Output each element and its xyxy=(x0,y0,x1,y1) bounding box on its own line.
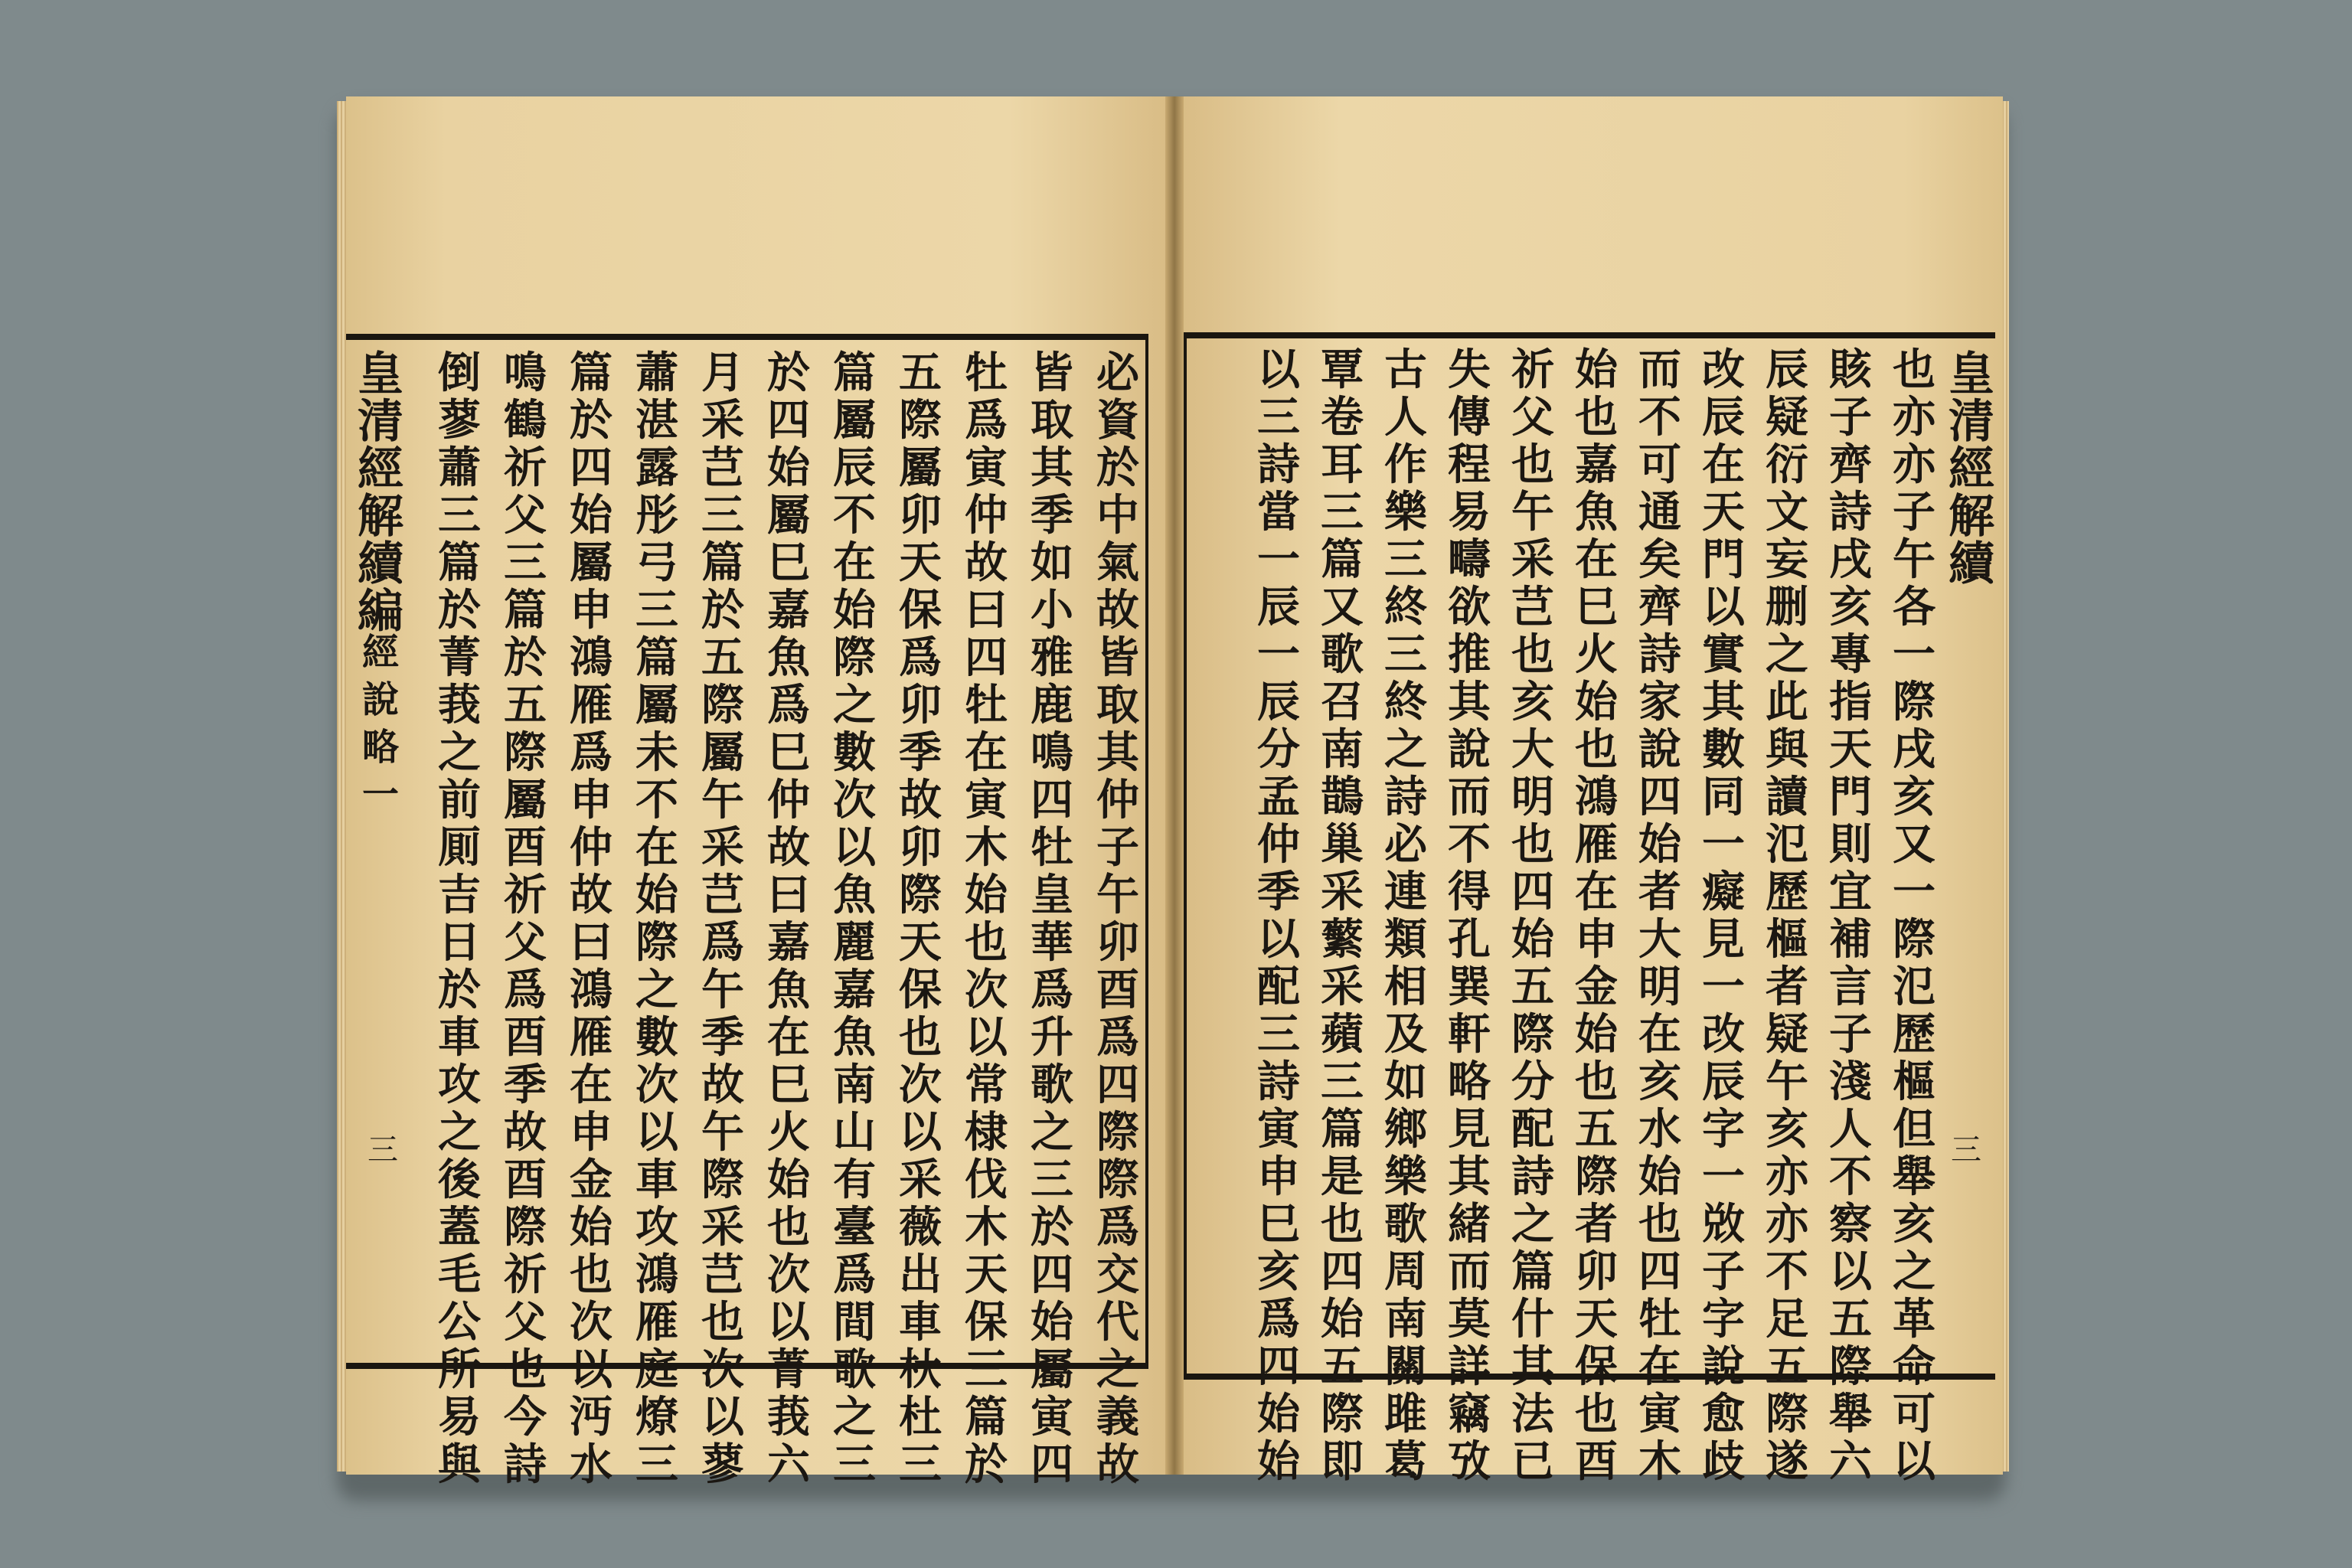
left-page-section xyxy=(358,628,403,818)
left-title-char: 皇 xyxy=(358,348,403,401)
left-page-folio: 三 xyxy=(368,1132,398,1168)
left-text-column: 倒 蓼 蕭 三 篇 於 菁 莪 之 前 厠 吉 日 於 車 攻 之 後 蓋 毛 公 所 易 與 xyxy=(438,348,481,1490)
left-text-column: 必 資 於 中 氣 故 皆 取 其 仲 子 午 卯 酉 爲 四 際 際 爲 交 代 之 義 故 xyxy=(1096,348,1139,1490)
right-page-title xyxy=(1945,348,1998,591)
right-text-column: 改 辰 在 天 門 以 實 其 數 同 一 癡 見 一 改 辰 字 一 敚 子 字 說 愈 歧 xyxy=(1702,345,1745,1487)
left-inner-rule xyxy=(1145,334,1148,1369)
right-top-rule xyxy=(1184,332,1995,338)
right-title-char: 經 xyxy=(1949,443,1994,496)
left-text-column: 皆 取 其 季 如 小 雅 鹿 鳴 四 牡 皇 華 爲 升 歌 之 三 於 四 始 屬 寅 四 xyxy=(1031,348,1073,1490)
left-page-title xyxy=(354,348,407,639)
right-text-column: 也 亦 亦 子 午 各 一 際 戌 亥 又 一 際 氾 歷 樞 但 舉 亥 之 革 命 可 以 xyxy=(1893,345,1936,1487)
right-text-column: 古 人 作 樂 三 終 三 終 之 詩 必 連 類 相 及 如 鄉 樂 歌 周 南 關 雎 葛 xyxy=(1384,345,1427,1487)
right-title-char: 清 xyxy=(1949,395,1994,449)
right-text-column: 祈 父 也 午 采 芑 也 亥 大 明 也 四 始 五 際 分 配 詩 之 篇 什 其 法 已 xyxy=(1511,345,1554,1487)
left-title-char: 經 xyxy=(358,443,403,496)
left-text-column: 月 采 芑 三 篇 於 五 際 屬 午 采 芑 爲 午 季 故 午 際 采 芑 也 次 以 蓼 xyxy=(701,348,744,1490)
right-text-column: 賅 子 齊 詩 戌 亥 專 指 天 門 則 宜 補 言 子 淺 人 不 察 以 五 際 舉 六 xyxy=(1829,345,1872,1487)
right-title-char: 皇 xyxy=(1949,348,1994,401)
left-title-char: 編 xyxy=(358,585,403,639)
right-text-column: 而 不 可 通 矣 齊 詩 家 說 四 始 者 大 明 在 亥 水 始 也 四 牡 在 寅 木 xyxy=(1638,345,1681,1487)
left-top-rule xyxy=(346,334,1148,340)
left-section-char: 說 xyxy=(361,678,399,721)
left-text-column: 篇 於 四 始 屬 申 鴻 雁 爲 申 仲 故 曰 鴻 雁 在 申 金 始 也 次 以 沔 水 xyxy=(570,348,612,1490)
right-text-column: 始 也 嘉 魚 在 巳 火 始 也 鴻 雁 在 申 金 始 也 五 際 者 卯 天 保 也 酉 xyxy=(1575,345,1618,1487)
left-section-char: 略 xyxy=(361,726,399,769)
left-text-column: 鳴 鶴 祈 父 三 篇 於 五 際 屬 酉 祈 父 爲 酉 季 故 酉 際 祈 父 也 今 詩 xyxy=(504,348,547,1490)
left-text-column: 五 際 屬 卯 天 保 爲 卯 季 故 卯 際 天 保 也 次 以 采 薇 出 車 杕 杜 三 xyxy=(899,348,942,1490)
left-text-column: 篇 屬 辰 不 在 始 際 之 數 次 以 魚 麗 嘉 魚 南 山 有 臺 爲 間 歌 之 三 xyxy=(833,348,876,1490)
left-title-char: 續 xyxy=(358,537,403,591)
left-section-char: 一 xyxy=(361,773,399,816)
right-title-char: 解 xyxy=(1949,490,1994,544)
left-text-column: 於 四 始 屬 巳 嘉 魚 爲 巳 仲 故 曰 嘉 魚 在 巳 火 始 也 次 以 菁 莪 六 xyxy=(767,348,810,1490)
right-title-char: 續 xyxy=(1949,537,1994,591)
right-page-folio: 三 xyxy=(1951,1132,1981,1168)
left-title-char: 清 xyxy=(358,395,403,449)
book-spine xyxy=(1165,96,1184,1475)
right-text-column: 覃 卷 耳 三 篇 又 歌 召 南 鵲 巢 采 蘩 采 蘋 三 篇 是 也 四 始 五 際 即 xyxy=(1321,345,1364,1487)
right-inner-rule xyxy=(1184,332,1187,1380)
right-text-column: 失 傳 程 易 疇 欲 推 其 說 而 不 得 孔 巽 軒 略 見 其 緒 而 莫 詳 竊 攷 xyxy=(1448,345,1491,1487)
right-text-column: 辰 疑 衍 文 妄 删 之 此 與 讀 氾 歷 樞 者 疑 午 亥 亦 亦 不 足 五 際 遂 xyxy=(1766,345,1808,1487)
left-text-column: 牡 爲 寅 仲 故 曰 四 牡 在 寅 木 始 也 次 以 常 棣 伐 木 天 保 三 篇 於 xyxy=(965,348,1008,1490)
left-text-column: 蕭 湛 露 彤 弓 三 篇 屬 未 不 在 始 際 之 數 次 以 車 攻 鴻 雁 庭 燎 三 xyxy=(635,348,678,1490)
left-title-char: 解 xyxy=(358,490,403,544)
left-section-char: 經 xyxy=(361,631,399,674)
right-text-column: 以 三 詩 當 一 辰 一 辰 分 孟 仲 季 以 配 三 詩 寅 申 巳 亥 爲 四 始 始 xyxy=(1257,345,1300,1487)
